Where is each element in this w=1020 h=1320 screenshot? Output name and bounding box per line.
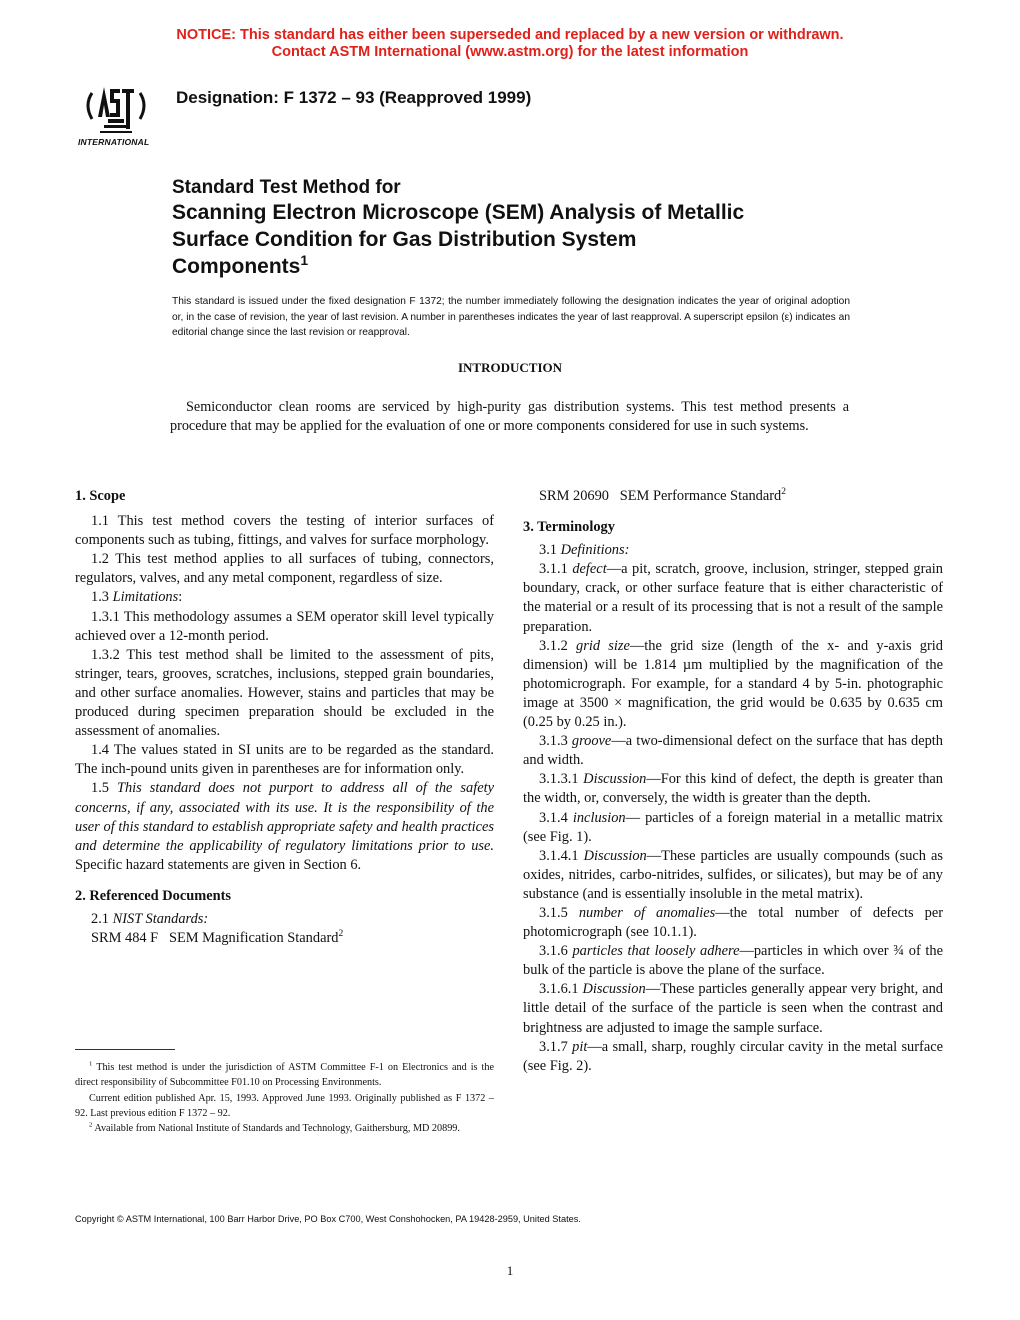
footnote-1: $^1$ This test method is under the jurisdiction of ASTM Committee F-1 on Electronics and is the direct responsibility of Subcommittee F01.10 on Processing Environments. <box>75 1060 494 1089</box>
para-1-4: 1.4 The values stated in SI units are to be regarded as the standard. The inch-pound units given in parentheses are for information only. <box>75 742 494 778</box>
definition-grid-size: 3.1.2 grid size—the grid size (length of the x- and y-axis grid dimension) will be 1.814 µm multiplied by the magnification of the photomicrograph. For example, for a standard 4 by 5-in. photographic image at 3500 × magnification, the grid would be 0.635 by 0.635 cm (0.25 by 0.25 in.). <box>523 637 943 731</box>
right-column <box>523 487 943 1076</box>
para-1-1: 1.1 This test method covers the testing of interior surfaces of components such as tubing, fittings, and valves for surface morphology. <box>75 513 494 549</box>
title-line-2: Scanning Electron Microscope (SEM) Analysis of Metallic <box>172 201 745 224</box>
definition-groove: 3.1.3 groove—a two-dimensional defect on the surface that has depth and width. <box>523 733 943 769</box>
introduction-text: Semiconductor clean rooms are serviced by high-purity gas distribution systems. This test method presents a procedure that may be applied for the evaluation of one or more components considered for use in such systems. <box>170 399 849 434</box>
definition-number-of-anomalies: 3.1.5 number of anomalies—the total number of defects per photomicrograph (see 10.1.1). <box>523 904 944 941</box>
referenced-documents-heading: 2. Referenced Documents <box>75 887 231 904</box>
introduction-heading: INTRODUCTION <box>457 360 562 375</box>
copyright-notice: Copyright © ASTM International, 100 Barr Harbor Drive, PO Box C700, West Conshohocken, PA 19428-2959, United States. <box>75 1214 581 1224</box>
reference-srm-484: SRM 484 F SEM Magnification Standard$^2$ <box>91 929 344 947</box>
designation: Designation: F 1372 – 93 (Reapproved 1999) <box>176 88 532 107</box>
definition-defect: 3.1.1 defect—a pit, scratch, groove, inclusion, stringer, stepped grain boundary, crack, or other surface feature that is either characteristic of the material or a result of its processing that is not a result of the sample preparation. <box>523 561 943 635</box>
reference-srm-20690: SRM 20690 SEM Performance Standard$^2$ <box>539 487 786 504</box>
para-1-3: 1.3 Limitations: <box>91 589 183 606</box>
issued-note: This standard is issued under the fixed designation F 1372; the number immediately following the designation indicates the year of original adoption or, in the case of revision, the year of last revision. A number in parentheses indicates the year of last reapproval. A superscript epsilon (ε) indicates an editorial change since the last revision or reapproval. <box>172 296 850 338</box>
para-2-1: 2.1 NIST Standards: <box>91 910 209 927</box>
para-1-5: 1.5 This standard does not purport to address all of the safety concerns, if any, associated with its use. It is the responsibility of the user of this standard to establish appropriate safety and health practices and determine the applicability of regulatory limitations prior to use. Specific hazard statements are given in Section 6. <box>75 780 494 873</box>
title-line-1: Standard Test Method for <box>172 177 401 198</box>
discussion-particles: 3.1.6.1 Discussion—These particles generally appear very bright, and little detail of the surface of the particle is seen when the contrast and brightness are adjusted to image the sample surface. <box>523 981 943 1036</box>
discussion-groove: 3.1.3.1 Discussion—For this kind of defect, the depth is greater than the width, or, conversely, the width is greater than the depth. <box>523 771 943 807</box>
definition-particles: 3.1.6 particles that loosely adhere—particles in which over ¾ of the bulk of the particle is above the plane of the surface. <box>523 943 943 979</box>
para-3-1: 3.1 Definitions: <box>539 542 630 559</box>
footnotes <box>75 1060 494 1136</box>
limitations-label: Limitations <box>112 589 179 606</box>
para-1-2: 1.2 This test method applies to all surfaces of tubing, connectors, regulators, valves, and any metal component, regardless of size. <box>75 551 494 587</box>
discussion-inclusion: 3.1.4.1 Discussion—These particles are usually compounds (such as oxides, nitrides, carbo-nitrides, sulfides, or silicates), but may be of any substance (and is essentially insoluble in the metal matrix). <box>523 847 943 902</box>
page-number: 1 <box>506 1263 514 1278</box>
title-footnote-mark: 1 <box>300 252 309 268</box>
footnote-1-continued: Current edition published Apr. 15, 1993. Approved June 1993. Originally published as F 1372 – 92. Last previous edition F 1372 – 92. <box>75 1092 494 1119</box>
notice-banner <box>0 27 1020 61</box>
safety-statement: This standard does not purport to address all of the safety concerns, if any, associated with its use. It is the responsibility of the user of this standard to establish appropriate safety and health practices and determine the applicability of regulatory limitations prior to use. <box>75 780 494 854</box>
document-title <box>172 177 892 280</box>
footnote-divider <box>75 1049 175 1050</box>
logo-subtitle: INTERNATIONAL <box>78 137 150 147</box>
scope-heading: 1. Scope <box>75 488 126 504</box>
para-1-3-2: 1.3.2 This test method shall be limited to the assessment of pits, stringer, tears, grooves, scratches, inclusions, stepped grain boundaries, and other surface anomalies. However, stains and particles that may be produced during specimen preparation should be excluded in the assessment of anomalies. <box>75 646 494 740</box>
para-1-3-1: 1.3.1 This methodology assumes a SEM operator skill level typically achieved over a 12-month period. <box>75 608 494 644</box>
definition-pit: 3.1.7 pit—a small, sharp, roughly circular cavity in the metal surface (see Fig. 2). <box>523 1038 943 1074</box>
title-line-3: Surface Condition for Gas Distribution System <box>172 228 637 251</box>
left-column <box>75 487 494 948</box>
footnote-2: $^2$ Available from National Institute of Standards and Technology, Gaithersburg, MD 20899. <box>89 1121 460 1135</box>
definition-inclusion: 3.1.4 inclusion— particles of a foreign material in a metallic matrix (see Fig. 1). <box>523 809 943 845</box>
title-line-4: Components <box>172 255 301 278</box>
terminology-heading: 3. Terminology <box>523 519 615 536</box>
notice-line-1: NOTICE: This standard has either been superseded and replaced by a new version or withdrawn. <box>176 27 844 43</box>
notice-line-2: Contact ASTM International (www.astm.org) for the latest information <box>271 44 749 60</box>
astm-logo <box>70 75 162 147</box>
